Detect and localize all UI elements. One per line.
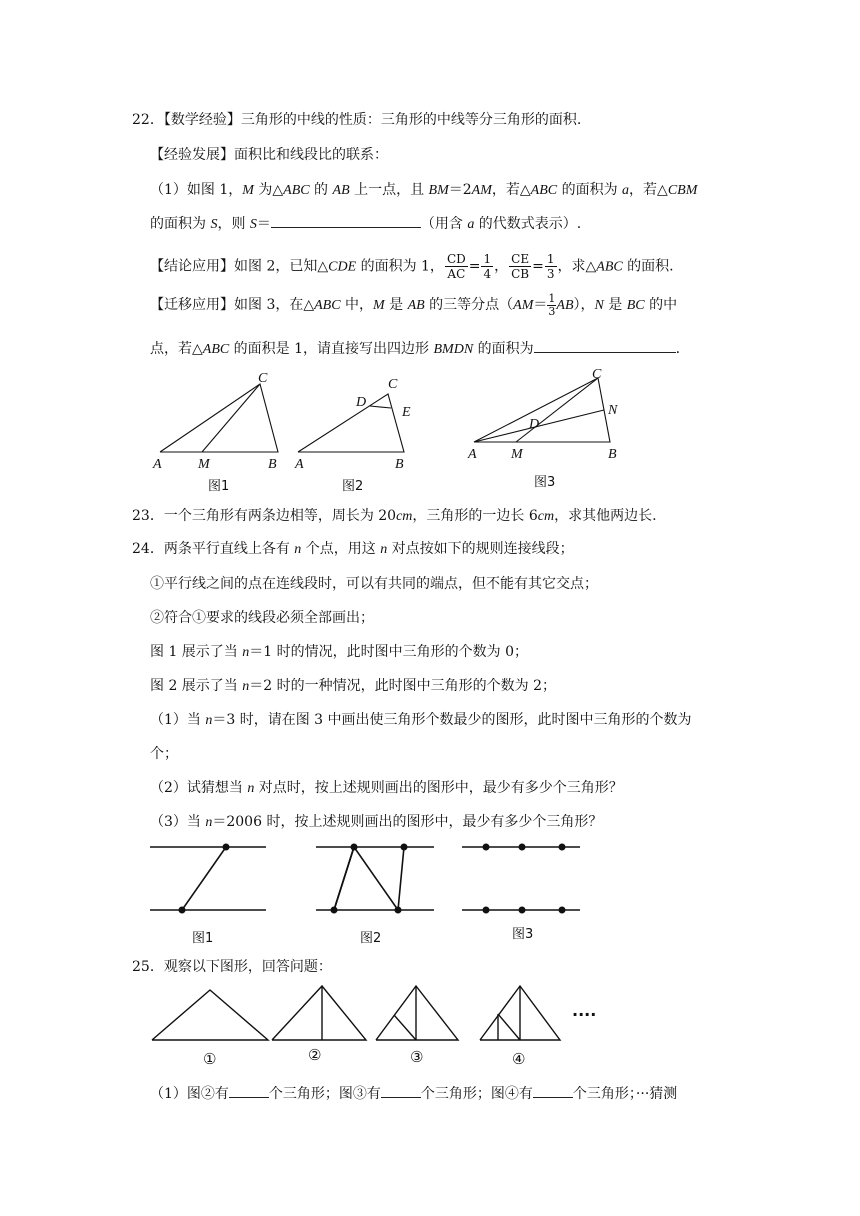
t: ＝2006 时，按上述规则画出的图形中，最少有多少个三角形？	[212, 814, 603, 830]
q24-rule-1: ①平行线之间的点在连线段时，可以有共同的端点，但不能有其它交点；	[150, 576, 598, 592]
segment	[182, 847, 226, 910]
q24-figures	[148, 838, 588, 946]
q24-fig2-desc	[150, 676, 556, 697]
t: 1	[546, 252, 555, 266]
q24-figure-1	[150, 847, 266, 910]
q24-number: 24．	[132, 541, 164, 557]
caption-fig3: 图3	[512, 927, 534, 942]
t: ABC	[530, 183, 558, 198]
t: n	[380, 542, 388, 557]
t: 3	[546, 267, 555, 281]
t: S	[210, 217, 218, 232]
t: 图 1 展示了当	[150, 644, 243, 660]
point	[351, 844, 358, 851]
q24-figure-2	[316, 847, 434, 910]
q22-figure-2	[298, 394, 404, 452]
t: （2）试猜想当	[150, 780, 248, 796]
t: 中，	[340, 297, 374, 313]
label-2: ②	[308, 1046, 322, 1064]
label-m: M	[198, 457, 210, 472]
t: N	[594, 298, 604, 313]
t: 的面积为	[150, 216, 211, 232]
q24-fig1-desc	[150, 642, 528, 663]
t: ，求其他两边长.	[554, 508, 657, 524]
t: ＝	[533, 297, 548, 313]
dev-tag: 【经验发展】	[150, 147, 234, 163]
q24-sub2	[150, 778, 623, 799]
point	[483, 844, 490, 851]
t: ，求△	[557, 258, 597, 275]
t: .	[675, 341, 681, 357]
t: a	[467, 217, 475, 232]
t: ABC	[596, 259, 623, 275]
q25-sub1	[150, 1083, 677, 1104]
figure-3-triangle	[376, 986, 458, 1040]
caption-fig2: 图2	[342, 479, 364, 494]
q24-rule-2: ②符合①要求的线段必须全部画出；	[150, 610, 374, 626]
t: AB	[407, 298, 425, 313]
fraction-1-4	[481, 252, 493, 281]
t: 两条平行直线上各有	[163, 541, 295, 557]
q22-tag: 【数学经验】	[163, 112, 241, 128]
t: 一个三角形有两条边相等，周长为 20	[163, 508, 397, 524]
t: CBM	[667, 183, 698, 198]
t: 的三等分点（	[424, 297, 514, 313]
point	[401, 844, 408, 851]
dev-text: 面积比和线段比的联系：	[234, 147, 388, 163]
segment-cm	[516, 378, 598, 442]
answer-blank[interactable]	[271, 213, 421, 228]
t: CD	[446, 252, 466, 266]
t: 【迁移应用】	[150, 297, 234, 313]
label-b: B	[395, 457, 404, 472]
q23-number: 23．	[132, 508, 164, 524]
label-d: D	[529, 417, 540, 432]
ellipsis: ····	[572, 1005, 597, 1024]
figure-2-triangle	[272, 986, 366, 1040]
q24-line-1	[132, 539, 574, 560]
t: n	[205, 815, 213, 830]
label-e: E	[402, 405, 411, 420]
q22-part1-line1	[150, 180, 697, 201]
answer-blank[interactable]	[229, 1083, 269, 1098]
fraction-1-3	[545, 252, 557, 281]
t: ，则	[217, 216, 250, 232]
point	[331, 907, 338, 914]
t: 个三角形；···猜测	[572, 1086, 678, 1102]
t: n	[205, 713, 213, 728]
caption-fig1: 图1	[192, 931, 214, 946]
t: CB	[511, 267, 530, 281]
t: BMDN	[433, 342, 474, 357]
t: ABC	[283, 183, 310, 198]
t: M	[373, 298, 385, 313]
answer-blank[interactable]	[381, 1083, 421, 1098]
point	[483, 907, 490, 914]
t: ＝1 时的情况，此时图中三角形的个数为 0；	[249, 644, 528, 660]
label-m: M	[511, 447, 523, 462]
t: n	[242, 645, 250, 660]
q24-sub3	[150, 812, 602, 833]
triangle-abc	[474, 378, 610, 442]
t: ），	[573, 297, 595, 313]
q22-line-1	[132, 110, 581, 130]
t: BC	[626, 298, 645, 313]
label-n: N	[608, 403, 618, 418]
label-a: A	[295, 457, 304, 472]
t: 如图 3，在△	[234, 297, 315, 313]
q22-part1-line2	[150, 213, 581, 235]
t: 如图 2，已知△	[234, 258, 329, 275]
t: 的代数式表示）.	[474, 216, 582, 232]
t: CE	[509, 252, 531, 267]
t: 上一点，且	[349, 182, 429, 198]
t: 个点，用这	[301, 541, 381, 557]
triangle-abc	[160, 384, 278, 452]
t: n	[242, 679, 250, 694]
t: 对点按如下的规则连接线段；	[387, 541, 574, 557]
t: 为△	[253, 182, 284, 198]
q25-number: 25．	[132, 959, 164, 975]
q25-figures	[148, 984, 608, 1074]
label-a: A	[153, 457, 162, 472]
t: ＝	[256, 216, 271, 232]
q22-line-2	[150, 145, 388, 165]
t: a	[622, 183, 630, 198]
t: M	[242, 183, 254, 198]
q22-number: 22．	[132, 112, 164, 128]
t: 4	[483, 267, 492, 281]
point	[559, 907, 566, 914]
t: 点，若△	[150, 341, 203, 357]
t: AB	[332, 183, 350, 198]
t: 1	[548, 291, 556, 305]
t: 是	[603, 297, 627, 313]
q24-sub1-line2: 个；	[150, 746, 178, 762]
q22-application	[150, 252, 674, 281]
t: AB	[556, 298, 574, 313]
t: （用含	[420, 216, 468, 232]
t: AM	[471, 183, 492, 198]
q22-figures	[148, 368, 628, 496]
t: cm	[537, 509, 555, 524]
segment	[354, 847, 398, 910]
label-b: B	[608, 447, 617, 462]
t: ABC	[314, 298, 341, 313]
t: 个三角形；图③有	[268, 1086, 381, 1102]
t: AC	[447, 267, 466, 281]
t: （1）图②有	[150, 1086, 229, 1102]
caption-fig3: 图3	[534, 475, 556, 490]
t: 图 2 展示了当	[150, 678, 243, 694]
t: （3）当	[150, 814, 206, 830]
t: n	[294, 542, 302, 557]
t: 的中	[644, 297, 678, 313]
t: ，三角形的一边长 6	[412, 508, 538, 524]
t: （1）如图 1，	[150, 182, 243, 198]
t: 观察以下图形，回答问题：	[163, 959, 332, 975]
t: 【结论应用】	[150, 258, 234, 275]
q22-figure-3	[474, 378, 610, 442]
label-c: C	[258, 371, 268, 386]
label-b: B	[268, 457, 277, 472]
t: 的	[309, 182, 333, 198]
q22-intro: 三角形的中线的性质：三角形的中线等分三角形的面积.	[240, 112, 582, 128]
label-c: C	[388, 377, 398, 392]
t: ，	[494, 258, 509, 275]
point	[395, 907, 402, 914]
t: ＝2	[448, 182, 472, 198]
q22-migration-line1	[150, 292, 677, 319]
label-d: D	[356, 395, 367, 410]
t: ，若△	[491, 182, 531, 198]
q25-line-1	[132, 957, 332, 977]
t: 的面积为 1，	[356, 258, 444, 275]
label-c: C	[592, 367, 602, 382]
caption-fig1: 图1	[208, 479, 230, 494]
segment	[398, 847, 404, 910]
t: 3	[548, 304, 556, 318]
label-3: ③	[410, 1048, 424, 1066]
t: 对点时，按上述规则画出的图形中，最少有多少个三角形？	[254, 780, 623, 796]
point	[179, 907, 186, 914]
t: =	[468, 258, 481, 275]
t: （1）当	[150, 712, 206, 728]
triangle-abc	[298, 394, 404, 452]
label-a: A	[468, 447, 477, 462]
figure-4-segment	[498, 1014, 520, 1040]
label-1: ①	[203, 1050, 217, 1068]
t: 1	[483, 252, 492, 266]
answer-blank[interactable]	[534, 338, 676, 353]
label-4: ④	[512, 1050, 526, 1068]
t: cm	[396, 509, 413, 524]
point	[223, 844, 230, 851]
segment	[334, 847, 354, 910]
q23-line	[132, 506, 657, 527]
answer-blank[interactable]	[533, 1083, 573, 1098]
t: 的面积.	[622, 258, 674, 275]
t: ABC	[202, 342, 230, 357]
q24-figure-3	[462, 847, 580, 910]
figure-1-triangle	[152, 990, 268, 1040]
t: 个三角形；图④有	[420, 1086, 533, 1102]
t: 是	[384, 297, 408, 313]
q22-migration-line2	[150, 338, 680, 360]
fraction-ce-cb	[509, 252, 531, 281]
point	[519, 844, 526, 851]
t: CDE	[328, 259, 357, 275]
point	[519, 907, 526, 914]
t: S	[249, 217, 257, 232]
q24-sub1-line1	[150, 710, 692, 731]
t: BM	[428, 183, 449, 198]
t: 的面积为	[473, 341, 534, 357]
t: 的面积为	[557, 182, 623, 198]
segment-de	[370, 406, 391, 408]
t: ＝2 时的一种情况，此时图中三角形的个数为 2；	[249, 678, 556, 694]
fraction-cd-ac	[445, 252, 468, 281]
t: AM	[513, 298, 534, 313]
t: n	[247, 781, 255, 796]
t: 的面积是 1，请直接写出四边形	[229, 341, 434, 357]
figure-3-segment	[394, 1015, 416, 1040]
q22-figure-1	[160, 384, 278, 452]
t: ，若△	[629, 182, 668, 198]
point	[559, 844, 566, 851]
t: ＝3 时，请在图 3 中画出使三角形个数最少的图形，此时图中三角形的个数为	[212, 712, 692, 728]
t: =	[532, 258, 544, 275]
caption-fig2: 图2	[360, 931, 382, 946]
